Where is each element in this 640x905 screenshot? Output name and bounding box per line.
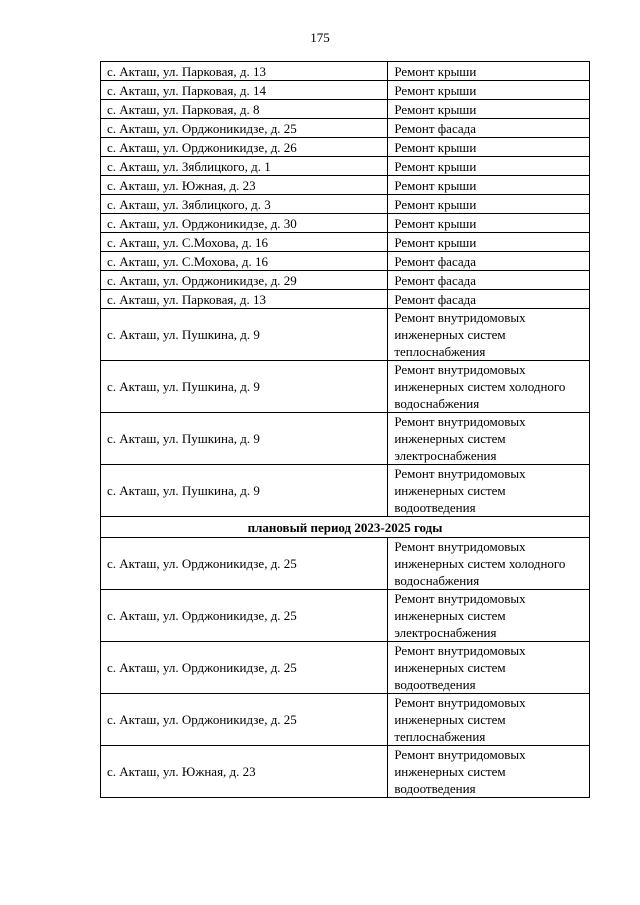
table-row xyxy=(101,62,590,81)
address-cell: с. Акташ, ул. Парковая, д. 13 xyxy=(101,290,388,309)
work-type-cell: Ремонт внутридомовых инженерных систем электроснабжения xyxy=(388,413,590,465)
table-row xyxy=(101,271,590,290)
work-type-cell: Ремонт фасада xyxy=(388,252,590,271)
table-row xyxy=(101,465,590,517)
table-row xyxy=(101,119,590,138)
address-cell: с. Акташ, ул. С.Мохова, д. 16 xyxy=(101,252,388,271)
address-cell: с. Акташ, ул. Орджоникидзе, д. 26 xyxy=(101,138,388,157)
work-type-cell: Ремонт внутридомовых инженерных систем холодного водоснабжения xyxy=(388,538,590,590)
table-row xyxy=(101,694,590,746)
work-type-cell: Ремонт крыши xyxy=(388,100,590,119)
work-type-cell: Ремонт крыши xyxy=(388,157,590,176)
table-row xyxy=(101,746,590,798)
work-type-cell: Ремонт внутридомовых инженерных систем холодного водоснабжения xyxy=(388,361,590,413)
table-row xyxy=(101,413,590,465)
table-row xyxy=(101,642,590,694)
address-cell: с. Акташ, ул. Орджоникидзе, д. 25 xyxy=(101,694,388,746)
work-type-cell: Ремонт фасада xyxy=(388,290,590,309)
work-type-cell: Ремонт внутридомовых инженерных систем водоотведения xyxy=(388,642,590,694)
address-cell: с. Акташ, ул. Пушкина, д. 9 xyxy=(101,361,388,413)
address-cell: с. Акташ, ул. Парковая, д. 8 xyxy=(101,100,388,119)
work-type-cell: Ремонт фасада xyxy=(388,119,590,138)
work-type-cell: Ремонт крыши xyxy=(388,214,590,233)
page-number: 175 xyxy=(310,30,330,45)
work-type-cell: Ремонт внутридомовых инженерных систем теплоснабжения xyxy=(388,309,590,361)
table-row xyxy=(101,138,590,157)
address-cell: с. Акташ, ул. Пушкина, д. 9 xyxy=(101,413,388,465)
address-cell: с. Акташ, ул. Орджоникидзе, д. 30 xyxy=(101,214,388,233)
address-cell: с. Акташ, ул. Зяблицкого, д. 3 xyxy=(101,195,388,214)
table-row xyxy=(101,157,590,176)
table-row xyxy=(101,252,590,271)
table-row xyxy=(101,81,590,100)
work-type-cell: Ремонт внутридомовых инженерных систем водоотведения xyxy=(388,746,590,798)
address-cell: с. Акташ, ул. Южная, д. 23 xyxy=(101,176,388,195)
repair-table xyxy=(100,61,590,798)
table-body-current xyxy=(101,62,590,517)
address-cell: с. Акташ, ул. Орджоникидзе, д. 29 xyxy=(101,271,388,290)
section-title: плановый период 2023-2025 годы xyxy=(101,517,590,538)
table-row xyxy=(101,214,590,233)
work-type-cell: Ремонт крыши xyxy=(388,62,590,81)
work-type-cell: Ремонт внутридомовых инженерных систем водоотведения xyxy=(388,465,590,517)
address-cell: с. Акташ, ул. Южная, д. 23 xyxy=(101,746,388,798)
table-row xyxy=(101,590,590,642)
section-row xyxy=(101,517,590,538)
address-cell: с. Акташ, ул. Пушкина, д. 9 xyxy=(101,309,388,361)
work-type-cell: Ремонт крыши xyxy=(388,176,590,195)
address-cell: с. Акташ, ул. С.Мохова, д. 16 xyxy=(101,233,388,252)
work-type-cell: Ремонт крыши xyxy=(388,233,590,252)
table-row xyxy=(101,233,590,252)
table-row xyxy=(101,100,590,119)
work-type-cell: Ремонт внутридомовых инженерных систем теплоснабжения xyxy=(388,694,590,746)
work-type-cell: Ремонт крыши xyxy=(388,81,590,100)
address-cell: с. Акташ, ул. Орджоникидзе, д. 25 xyxy=(101,538,388,590)
address-cell: с. Акташ, ул. Парковая, д. 13 xyxy=(101,62,388,81)
address-cell: с. Акташ, ул. Орджоникидзе, д. 25 xyxy=(101,590,388,642)
table-row xyxy=(101,195,590,214)
work-type-cell: Ремонт фасада xyxy=(388,271,590,290)
address-cell: с. Акташ, ул. Парковая, д. 14 xyxy=(101,81,388,100)
table-row xyxy=(101,309,590,361)
address-cell: с. Акташ, ул. Орджоникидзе, д. 25 xyxy=(101,119,388,138)
table-row xyxy=(101,361,590,413)
work-type-cell: Ремонт крыши xyxy=(388,195,590,214)
table-body-planned xyxy=(101,538,590,798)
table-row xyxy=(101,290,590,309)
address-cell: с. Акташ, ул. Зяблицкого, д. 1 xyxy=(101,157,388,176)
table-body-section xyxy=(101,517,590,538)
work-type-cell: Ремонт внутридомовых инженерных систем электроснабжения xyxy=(388,590,590,642)
table-row xyxy=(101,176,590,195)
address-cell: с. Акташ, ул. Пушкина, д. 9 xyxy=(101,465,388,517)
work-type-cell: Ремонт крыши xyxy=(388,138,590,157)
table-row xyxy=(101,538,590,590)
address-cell: с. Акташ, ул. Орджоникидзе, д. 25 xyxy=(101,642,388,694)
